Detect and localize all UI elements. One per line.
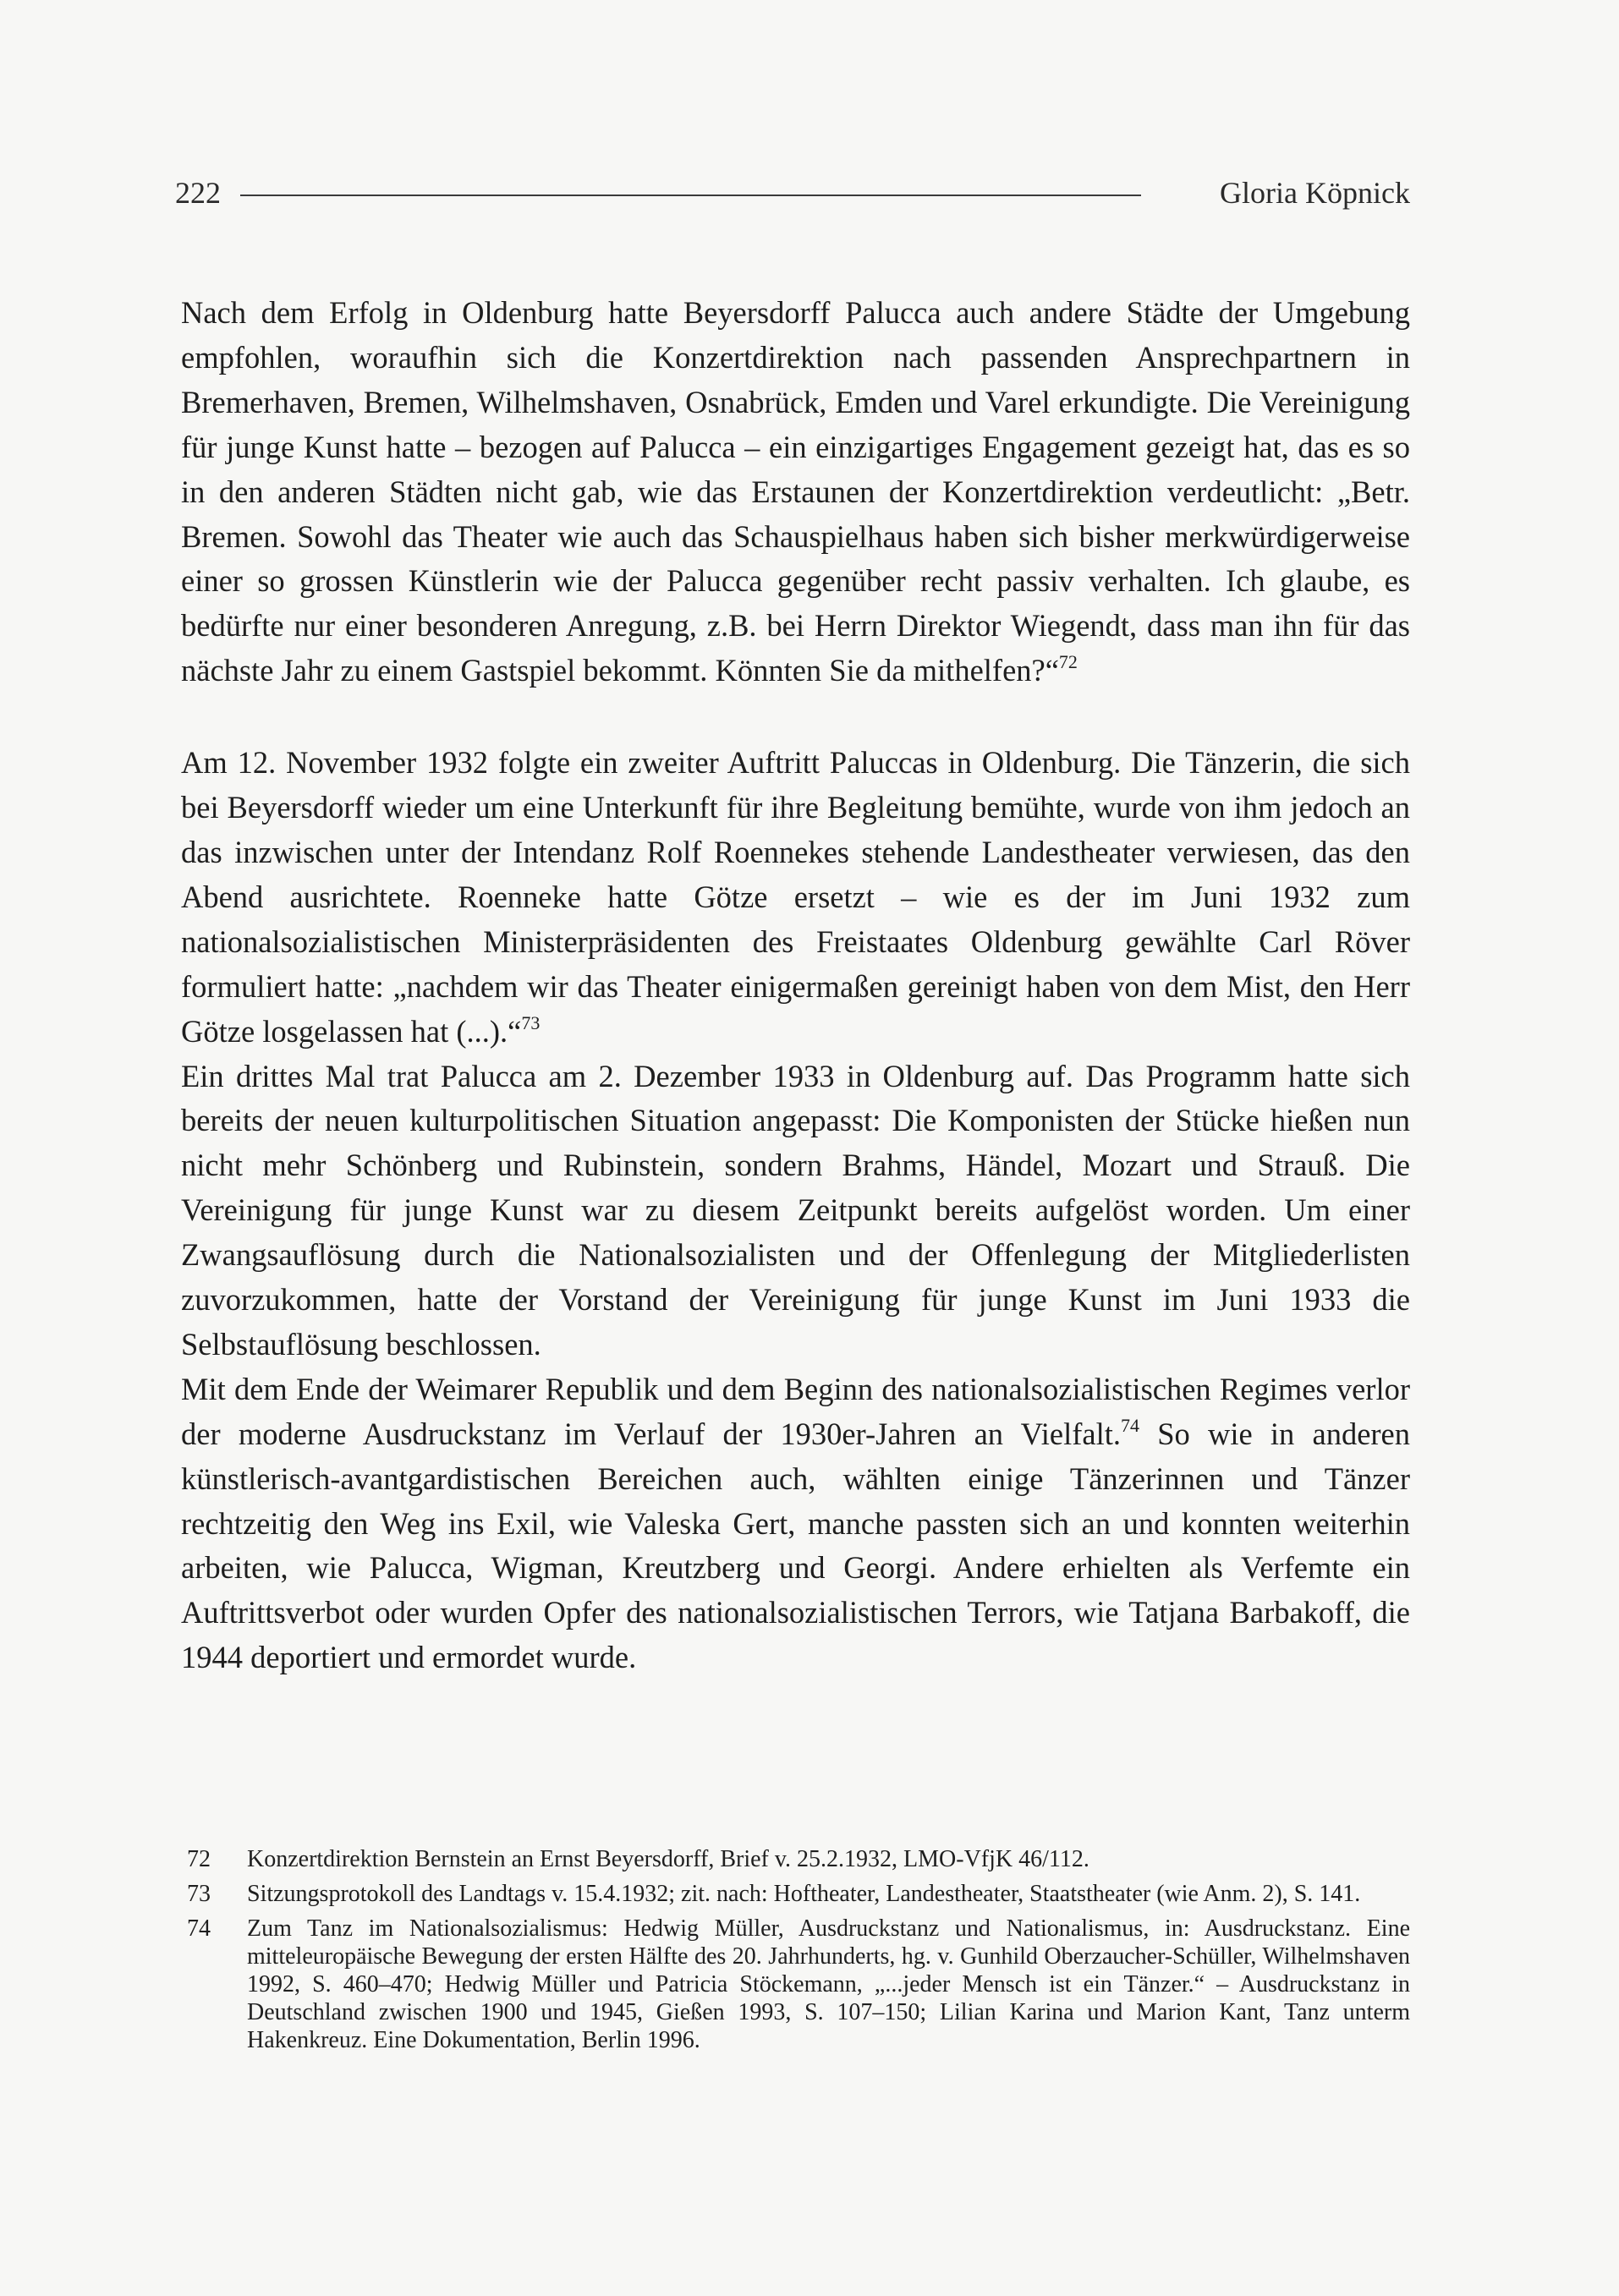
body-text (181, 291, 1410, 1680)
page-number: 222 (175, 176, 221, 210)
footnote (181, 1915, 1410, 2054)
paragraph-text-continued: So wie in anderen künstlerisch-avantgardistischen Bereichen auch, wählten einige Tänzerinnen und Tänzer rechtzeitig den Weg ins Exil, wie Valeska Gert, manche passten sich an und konnten weiterhin arbeiten, wie Palucca, Wigman, Kreutzberg und Georgi. Andere erhielten als Verfemte ein Auftrittsverbot oder wurden Opfer des nationalsozialistischen Terrors, wie Tatjana Barbakoff, die 1944 deportiert und ermordet wurde. (181, 1416, 1410, 1675)
paragraph (181, 741, 1410, 1054)
footnote (181, 1845, 1410, 1873)
paragraph (181, 291, 1410, 693)
footnotes (181, 1845, 1410, 2061)
running-head-author: Gloria Köpnick (1220, 176, 1410, 210)
paragraph (181, 1367, 1410, 1680)
footnote-text: Zum Tanz im Nationalsozialismus: Hedwig Müller, Ausdruckstanz und Nationalismus, in: Ausdruckstanz. Eine mitteleuropäische Bewegung der ersten Hälfte des 20. Jahrhunderts, hg. v. Gunhild Oberzaucher-Schüller, Wilhelmshaven 1992, S. 460–470; Hedwig Müller und Patricia Stöckemann, „...jeder Mensch ist ein Tänzer.“ – Ausdruckstanz in Deutschland zwischen 1900 und 1945, Gießen 1993, S. 107–150; Lilian Karina und Marion Kant, Tanz unterm Hakenkreuz. Eine Dokumentation, Berlin 1996. (247, 1915, 1410, 2053)
paragraph (181, 1055, 1410, 1367)
footnote-reference: 73 (521, 1011, 541, 1033)
footnote-text: Sitzungsprotokoll des Landtags v. 15.4.1932; zit. nach: Hoftheater, Landestheater, Staatstheater (wie Anm. 2), S. 141. (247, 1881, 1361, 1907)
paragraph-text: Mit dem Ende der Weimarer Republik und dem Beginn des nationalsozialistischen Regimes verlor der moderne Ausdruckstanz im Verlauf der 1930er-Jahren an Vielfalt. (181, 1371, 1410, 1451)
footnote-number: 74 (187, 1915, 211, 1942)
footnote-reference: 72 (1058, 651, 1078, 673)
footnote-text: Konzertdirektion Bernstein an Ernst Beyersdorff, Brief v. 25.2.1932, LMO-VfjK 46/112. (247, 1846, 1089, 1872)
paragraph-text: Nach dem Erfolg in Oldenburg hatte Beyersdorff Palucca auch andere Städte der Umgebung empfohlen, woraufhin sich die Konzertdirektion nach passenden Ansprechpartnern in Bremerhaven, Bremen, Wilhelmshaven, Osnabrück, Emden und Varel erkundigte. Die Vereinigung für junge Kunst hatte – bezogen auf Palucca – ein einzigartiges Engagement gezeigt hat, das es so in den anderen Städten nicht gab, wie das Erstaunen der Konzertdirektion verdeutlicht: „Betr. Bremen. Sowohl das Theater wie auch das Schauspielhaus haben sich bisher merkwürdigerweise einer so grossen Künstlerin wie der Palucca gegenüber recht passiv verhalten. Ich glaube, es bedürfte nur einer besonderen Anregung, z.B. bei Herrn Direktor Wiegendt, dass man ihn für das nächste Jahr zu einem Gastspiel bekommt. Könnten Sie da mithelfen?“ (181, 295, 1410, 688)
footnote (181, 1880, 1410, 1908)
paragraph-text: Am 12. November 1932 folgte ein zweiter Auftritt Paluccas in Oldenburg. Die Tänzerin, die sich bei Beyersdorff wieder um eine Unterkunft für ihre Begleitung bemühte, wurde von ihm jedoch an das inzwischen unter der Intendanz Rolf Roennekes stehende Landestheater verwiesen, das den Abend ausrichtete. Roenneke hatte Götze ersetzt – wie es der im Juni 1932 zum nationalsozialistischen Ministerpräsidenten des Freistaates Oldenburg gewählte Carl Röver formuliert hatte: „nachdem wir das Theater einigermaßen gereinigt haben von dem Mist, den Herr Götze losgelassen hat (...).“ (181, 745, 1410, 1049)
header-rule (240, 195, 1141, 196)
paragraph-text: Ein drittes Mal trat Palucca am 2. Dezember 1933 in Oldenburg auf. Das Programm hatte sich bereits der neuen kulturpolitischen Situation angepasst: Die Komponisten der Stücke hießen nun nicht mehr Schönberg und Rubinstein, sondern Brahms, Händel, Mozart und Strauß. Die Vereinigung für junge Kunst war zu diesem Zeitpunkt bereits aufgelöst worden. Um einer Zwangsauflösung durch die Nationalsozialisten und der Offenlegung der Mitgliederlisten zuvorzukommen, hatte der Vorstand der Vereinigung für junge Kunst im Juni 1933 die Selbstauflösung beschlossen. (181, 1058, 1410, 1362)
footnote-reference: 74 (1121, 1414, 1140, 1436)
running-head (175, 173, 1410, 213)
footnote-number: 73 (187, 1881, 211, 1907)
footnote-number: 72 (187, 1846, 211, 1872)
